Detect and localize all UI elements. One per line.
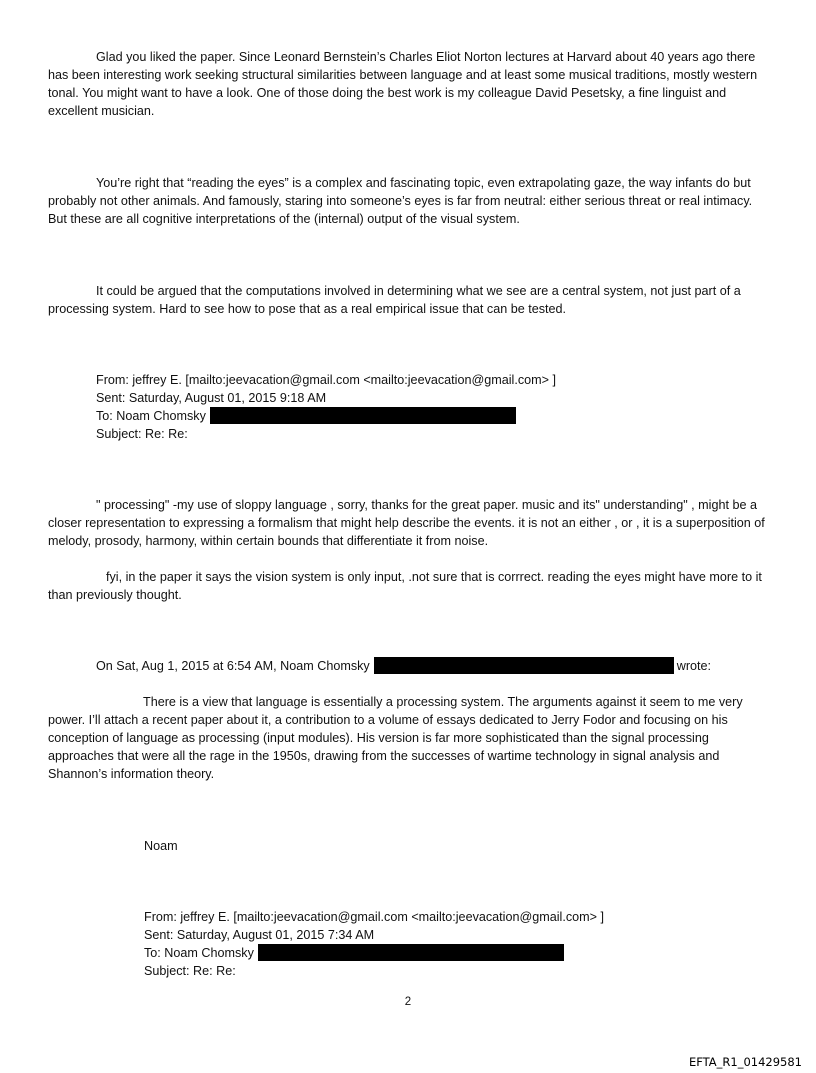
body-paragraph-3: It could be argued that the computations involved in determining what we see are a central system, not just part of a processing system. Hard to see how to pose that as a real empirical issue that can be tested.	[48, 284, 741, 316]
header-from: From: jeffrey E. [mailto:jeevacation@gmail.com <mailto:jeevacation@gmail.com> ]	[144, 910, 604, 924]
reply-paragraph-1: " processing" -my use of sloppy language , sorry, thanks for the great paper. music and its" understanding" , might be a closer representation to expressing a formalism that might help describe the events. it is not an either , or , it is a superposition of melody, prosody, harmony, within certain bounds that differentiate it from noise.	[48, 498, 765, 548]
redaction-bar	[258, 944, 564, 961]
header-subject: Subject: Re: Re:	[96, 427, 188, 441]
reply-paragraph-2: fyi, in the paper it says the vision system is only input, .not sure that is corrrect. reading the eyes might have more to it than previously thought.	[48, 570, 762, 602]
header-to-label: To: Noam Chomsky	[144, 946, 254, 960]
header-sent: Sent: Saturday, August 01, 2015 7:34 AM	[144, 928, 375, 942]
quote-attribution	[96, 657, 711, 675]
quote-attribution-prefix: On Sat, Aug 1, 2015 at 6:54 AM, Noam Chomsky	[96, 659, 370, 673]
header-to-label: To: Noam Chomsky	[96, 409, 206, 423]
page-number: 2	[404, 996, 412, 1008]
body-paragraph-1: Glad you liked the paper. Since Leonard Bernstein’s Charles Eliot Norton lectures at Harvard about 40 years ago there has been interesting work seeking structural similarities between language and at least some musical traditions, mostly western tonal. You might want to have a look. One of those doing the best work is my colleague David Pesetsky, a fine linguist and excellent musician.	[48, 50, 758, 118]
email-header-2	[144, 908, 604, 980]
body-paragraph-2: You’re right that “reading the eyes” is a complex and fascinating topic, even extrapolating gaze, the way infants do but probably not other animals. And famously, staring into someone’s eyes is far from neutral: either serious threat or real intimacy. But these are all cognitive interpretations of the (internal) output of the visual system.	[48, 176, 753, 226]
header-from: From: jeffrey E. [mailto:jeevacation@gmail.com <mailto:jeevacation@gmail.com> ]	[96, 373, 556, 387]
header-subject: Subject: Re: Re:	[144, 964, 236, 978]
quote-attribution-suffix: wrote:	[676, 659, 712, 673]
header-to	[96, 407, 556, 425]
email-header-1	[96, 371, 556, 443]
header-to	[144, 944, 604, 962]
document-id-footer: EFTA_R1_01429581	[688, 1055, 802, 1069]
signature: Noam	[144, 839, 178, 853]
header-sent: Sent: Saturday, August 01, 2015 9:18 AM	[96, 391, 327, 405]
redaction-bar	[210, 407, 516, 424]
quoted-paragraph: There is a view that language is essentially a processing system. The arguments against it seem to me very power. I’ll attach a recent paper about it, a contribution to a volume of essays dedicated to Jerry Fodor and focusing on his conception of language as processing (input modules). His version is far more sophisticated than the signal processing approaches that were all the rage in the 1950s, drawing from the successes of wartime technology in signal analysis and Shannon’s information theory.	[48, 695, 743, 781]
redaction-bar	[374, 657, 674, 674]
